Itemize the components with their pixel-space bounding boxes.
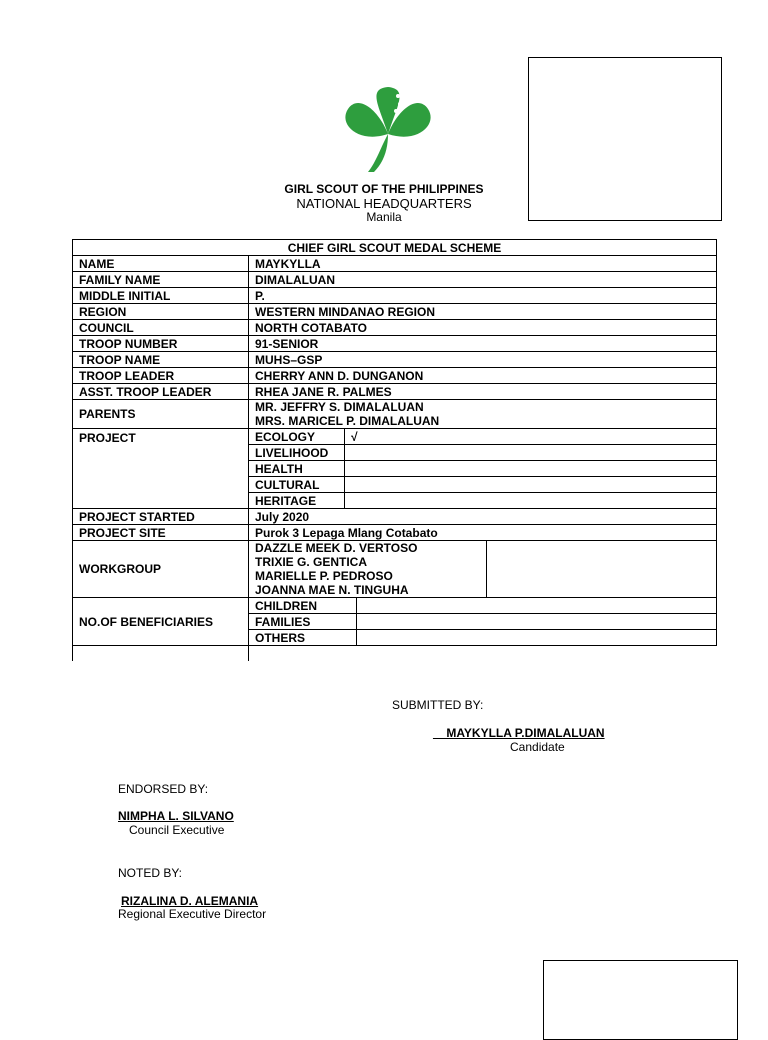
parent-mother: MRS. MARICEL P. DIMALALUAN <box>255 414 440 428</box>
project-health: HEALTH <box>249 461 345 477</box>
workgroup-member: TRIXIE G. GENTICA <box>255 555 368 569</box>
council-value: NORTH COTABATO <box>249 320 717 336</box>
mi-value: P. <box>249 288 717 304</box>
troop-number-value: 91-SENIOR <box>249 336 717 352</box>
workgroup-member: DAZZLE MEEK D. VERTOSO <box>255 541 418 555</box>
project-health-mark <box>345 461 717 477</box>
noter-role: Regional Executive Director <box>118 907 267 921</box>
parents-label: PARENTS <box>73 400 249 429</box>
troop-number-label: TROOP NUMBER <box>73 336 249 352</box>
project-heritage-mark <box>345 493 717 509</box>
beneficiary-children: CHILDREN <box>249 598 357 614</box>
region-value: WESTERN MINDANAO REGION <box>249 304 717 320</box>
started-value: July 2020 <box>249 509 717 525</box>
family-value: DIMALALUAN <box>249 272 717 288</box>
asst-value: RHEA JANE R. PALMES <box>249 384 717 400</box>
beneficiaries-label: NO.OF BENEFICIARIES <box>73 598 249 646</box>
org-title: GIRL SCOUT OF THE PHILIPPINES <box>284 182 484 196</box>
project-heritage: HERITAGE <box>249 493 345 509</box>
site-value: Purok 3 Lepaga Mlang Cotabato <box>249 525 717 541</box>
blank-cell <box>249 646 717 662</box>
site-label: PROJECT SITE <box>73 525 249 541</box>
office-title: NATIONAL HEADQUARTERS <box>296 196 472 211</box>
project-ecology: ECOLOGY <box>249 429 345 445</box>
council-label: COUNCIL <box>73 320 249 336</box>
beneficiary-families-value <box>357 614 717 630</box>
beneficiary-others: OTHERS <box>249 630 357 646</box>
workgroup-member: JOANNA MAE N. TINGUHA <box>255 583 409 597</box>
mi-label: MIDDLE INITIAL <box>73 288 249 304</box>
parent-father: MR. JEFFRY S. DIMALALUAN <box>255 400 424 414</box>
troop-name-value: MUHS–GSP <box>249 352 717 368</box>
leader-value: CHERRY ANN D. DUNGANON <box>249 368 717 384</box>
started-label: PROJECT STARTED <box>73 509 249 525</box>
project-cultural-mark <box>345 477 717 493</box>
project-label: PROJECT <box>73 429 249 509</box>
beneficiaries-cell <box>249 598 717 646</box>
workgroup-member: MARIELLE P. PEDROSO <box>255 569 393 583</box>
workgroup-blank <box>487 541 717 597</box>
endorser-name: NIMPHA L. SILVANO <box>118 809 234 823</box>
endorsed-label: ENDORSED BY: <box>118 782 209 796</box>
troop-name-label: TROOP NAME <box>73 352 249 368</box>
workgroup-label: WORKGROUP <box>73 541 249 598</box>
workgroup-members <box>249 541 487 597</box>
candidate-role: Candidate <box>510 740 565 754</box>
family-label: FAMILY NAME <box>73 272 249 288</box>
project-ecology-mark: √ <box>345 429 717 445</box>
bottom-box <box>543 960 738 1040</box>
endorser-role: Council Executive <box>129 823 225 837</box>
beneficiary-families: FAMILIES <box>249 614 357 630</box>
form-title: CHIEF GIRL SCOUT MEDAL SCHEME <box>73 240 717 256</box>
candidate-name: __MAYKYLLA P.DIMALALUAN <box>433 726 605 740</box>
region-label: REGION <box>73 304 249 320</box>
project-list <box>249 429 717 509</box>
workgroup-cell <box>249 541 717 598</box>
noter-name: RIZALINA D. ALEMANIA <box>121 894 259 908</box>
blank-cell <box>73 646 249 662</box>
parents-value <box>249 400 717 429</box>
project-cultural: CULTURAL <box>249 477 345 493</box>
noted-label: NOTED BY: <box>118 866 183 880</box>
name-label: NAME <box>73 256 249 272</box>
medal-form-table <box>72 239 717 661</box>
city-title: Manila <box>366 210 402 224</box>
beneficiary-others-value <box>357 630 717 646</box>
trefoil-logo-icon <box>318 84 458 174</box>
name-value: MAYKYLLA <box>249 256 717 272</box>
asst-label: ASST. TROOP LEADER <box>73 384 249 400</box>
leader-label: TROOP LEADER <box>73 368 249 384</box>
project-livelihood: LIVELIHOOD <box>249 445 345 461</box>
submitted-label: SUBMITTED BY: <box>392 698 484 712</box>
beneficiary-children-value <box>357 598 717 614</box>
project-livelihood-mark <box>345 445 717 461</box>
